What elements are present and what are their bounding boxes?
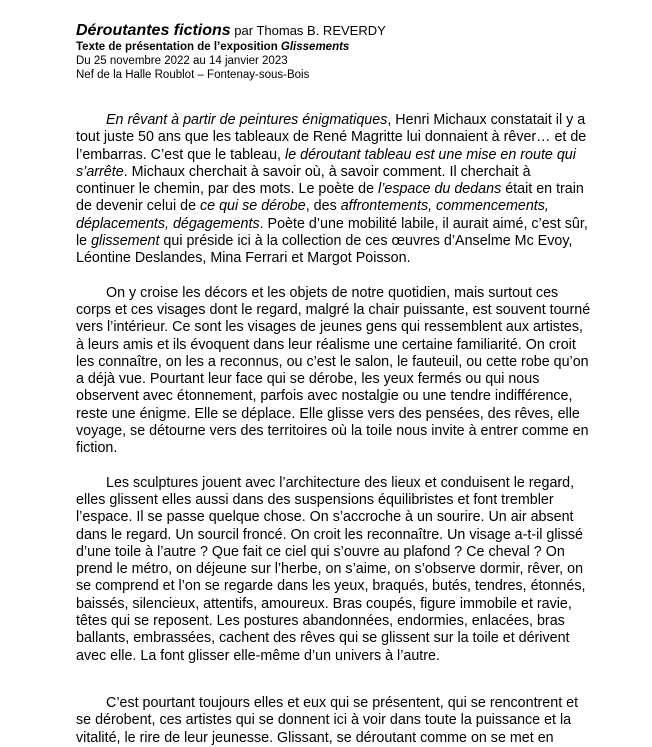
text-run: se dérobent, ces artistes qui se donnent ici à voir dans toute la puissance et la [76,712,572,729]
text-run: tout juste 50 ans que les tableaux de René Magritte lui donnaient à rêver… et de [76,129,587,146]
text-run: dans le regard. Un sourcil froncé. On croit les reconnaître. Un visage a-t-il glissé [76,526,583,543]
text-run: à leurs amis et ils évoquent dans leur réalisme une certaine familiarité. On croit [76,336,576,353]
text-line [76,527,590,544]
text-run: elles glissent elles aussi dans des suspensions équilibristes et font trembler [76,491,554,508]
text-run: de devenir celui de [76,198,200,215]
text-run: se comprend et l’on se regarde dans les yeux, braqués, butés, tendres, étonnés, [76,578,586,595]
text-line [76,561,590,578]
text-line [76,129,590,146]
text-line [76,730,590,747]
text-run: observent avec étonnement, parfois avec nostalgie ou une tendre indifférence, [76,388,573,405]
text-line [76,712,590,729]
text-run: baissés, silencieux, attentifs, amoureux. Bras coupés, figure immobile et ravie, [76,595,572,612]
text-run: Les sculptures jouent avec l’architecture des lieux et conduisent le regard, [106,474,575,491]
text-line [76,147,590,164]
italic-run: le déroutant tableau est une mise en route qui [285,146,576,163]
text-line [76,475,590,492]
text-line [76,423,590,440]
text-line [76,648,590,665]
text-run: d’une toile à l’autre ? Que fait ce ciel qui s’ouvre au plafond ? Ce cheval ? On [76,543,565,560]
text-line [76,544,590,561]
text-run: têtes qui se reposent. Les postures abandonnées, endormies, enlacées, bras [76,613,565,630]
text-run: voyage, se détourne vers des territoires où la toile nous invite à entrer comme en [76,423,589,440]
text-run: l’embarras. C’est que le tableau, [76,146,286,163]
text-line [76,216,590,233]
text-line [76,233,590,250]
text-run: On y croise les décors et les objets de notre quotidien, mais surtout ces [106,284,559,301]
text-run: ballants, embrassées, cachent des rêves qui se glissent sur la toile et dérivent [76,630,570,647]
text-run: le [76,233,92,250]
paragraph-gap [76,665,590,695]
italic-run: l’espace du dedans [378,181,502,198]
text-line [76,695,590,712]
text-run: vitalité, le rire de leur jeunesse. Glissant, se déroutant comme on se met en [76,729,554,746]
text-line [76,371,590,388]
text-line [76,388,590,405]
text-run: était en train [501,181,584,198]
text-run: , Henri Michaux constatait il y a [387,112,586,128]
text-run: corps et ces visages dont le regard, malgré la chair puissante, est souvent tourné [76,301,591,318]
body-paragraph-4 [76,695,590,747]
text-run: vers l’intérieur. Ce sont les visages de jeunes gens qui ressemblent aux artistes, [76,319,584,336]
text-line [76,302,590,319]
title-line [76,22,636,40]
body-paragraph-3 [76,475,590,665]
italic-run: En rêvant à partir de peintures énigmatiques [106,112,388,128]
text-run: . Poète d’une mobilité labile, il aurait aimé, c’est sûr, [259,215,588,232]
text-run: avec elle. La font glisser elle-même d’un univers à l’autre. [76,647,440,664]
body-paragraph-1 [76,112,590,268]
text-line [76,250,590,267]
text-run: , des [305,198,341,215]
text-run: Léontine Deslandes, Mina Ferrari et Margot Poisson. [76,250,411,267]
author-byline: par Thomas B. REVERDY [230,23,386,38]
text-run: prend le métro, on déjeune sur l’herbe, on s’aime, on s’observe dormir, rêver, on [76,561,584,578]
text-line [76,596,590,613]
text-line [76,613,590,630]
paragraph-gap [76,458,590,475]
text-line [76,112,590,129]
document-title: Déroutantes fictions [76,22,231,39]
text-run: . Michaux cherchait à savoir où, à savoir comment. Il cherchait à [123,163,531,180]
subtitle-prefix: Texte de présentation de l’exposition [76,41,281,53]
exhibition-subtitle [76,40,636,54]
text-line [76,440,590,457]
text-line [76,578,590,595]
text-run: a déjà vue. Pourtant leur face qui se dérobe, les yeux fermés ou qui nous [76,371,540,388]
document-header [76,22,636,82]
italic-run: ce qui se dérobe [200,198,306,215]
text-line [76,319,590,336]
body-paragraph-2 [76,285,590,458]
text-line [76,630,590,647]
text-run: fiction. [76,440,118,457]
text-run: qui préside ici à la collection de ces œuvres d’Anselme Mc Evoy, [159,233,573,250]
text-line [76,181,590,198]
italic-run: s’arrête [76,163,124,180]
text-line [76,354,590,371]
text-run: C’est pourtant toujours elles et eux qui se présentent, qui se rencontrent et [106,694,579,711]
text-run: l’espace. Il se passe quelque chose. On s’accroche à un sourire. Un air absent [76,509,574,526]
text-line [76,492,590,509]
text-run: continuer le chemin, par des mots. Le poète de [76,181,379,198]
text-run: les connaître, on les a reconnus, ou c’est le salon, le fauteuil, ou cette robe qu’on [76,353,589,370]
document-body [76,112,590,747]
text-run: reste une énigme. Elle se déplace. Elle glisse vers des pensées, des rêves, elle [76,405,580,422]
text-line [76,164,590,181]
text-line [76,198,590,215]
text-line [76,509,590,526]
exhibition-venue: Nef de la Halle Roublot – Fontenay-sous-Bois [76,69,310,81]
italic-run: affrontements, commencements, [340,198,549,215]
exhibition-dates: Du 25 novembre 2022 au 14 janvier 2023 [76,55,288,67]
paragraph-gap [76,268,590,285]
text-line [76,285,590,302]
text-line [76,337,590,354]
italic-run: déplacements, dégagements [76,215,260,232]
italic-run: glissement [91,233,160,250]
text-line [76,406,590,423]
exhibition-name: Glissements [280,41,350,53]
